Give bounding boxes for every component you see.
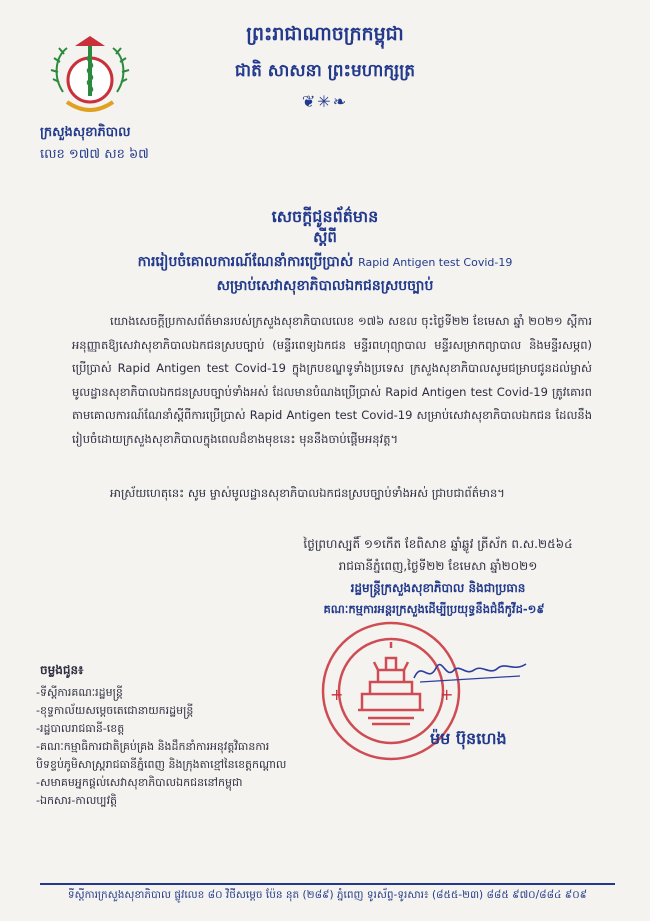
list-item: -ទីស្តីការគណៈរដ្ឋមន្ត្រី bbox=[36, 686, 123, 699]
signatory-title-1: រដ្ឋមន្ត្រីក្រសួងសុខាភិបាល និងជាប្រធាន bbox=[350, 581, 526, 595]
subject-line-1-en: Rapid Antigen test Covid-19 bbox=[358, 256, 513, 269]
list-item: -រដ្ឋបាលរាជធានី-ខេត្ត bbox=[36, 722, 125, 735]
list-item: -ឯកសារ-កាលប្បវត្តិ bbox=[36, 794, 118, 807]
svg-text:+: + bbox=[440, 685, 454, 704]
subject-line-2: សម្រាប់សេវាសុខាភិបាលឯកជនស្របច្បាប់ bbox=[216, 278, 434, 294]
list-item: -សមាគមអ្នកផ្តល់សេវាសុខាភិបាលឯកជននៅកម្ពុជា bbox=[36, 776, 243, 789]
list-item: -ខុទ្ទកាល័យសម្តេចតេជោនាយករដ្ឋមន្ត្រី bbox=[36, 704, 194, 717]
list-item: -គណៈកម្មាធិការជាតិគ្រប់គ្រង និងដឹកនាំការអនុវត្តវិធានការ bbox=[36, 740, 270, 753]
motto-ornament: ❦✳❧ bbox=[301, 92, 349, 111]
national-motto: ជាតិ សាសនា ព្រះមហាក្សត្រ bbox=[234, 61, 416, 81]
kingdom-title: ព្រះរាជាណាចក្រកម្ពុជា bbox=[246, 23, 404, 45]
footer-divider bbox=[40, 883, 615, 885]
document-about: ស្តីពី bbox=[313, 228, 337, 246]
recipients-heading: ចម្លងជូន៖ bbox=[40, 663, 84, 677]
date-solar: រាជធានីភ្នំពេញ,ថ្ងៃទី២២ ខែមេសា ឆ្នាំ២០២១ bbox=[338, 559, 538, 573]
subject-line-1 bbox=[0, 252, 650, 273]
date-lunar: ថ្ងៃព្រហស្បតិ៍ ១១កើត ខែពិសាខ ឆ្នាំឆ្លូវ ត្រីស័ក ព.ស.២៥៦៤ bbox=[303, 537, 573, 551]
reference-number: លេខ ១៧៧ សខ ៦៧ bbox=[40, 147, 149, 162]
recipients-list bbox=[36, 684, 286, 810]
signatory-title-2: គណៈកម្មការអន្តរក្រសួងដើម្បីប្រយុទ្ធនឹងជំងឺកូវីដ-១៩ bbox=[323, 602, 545, 616]
body-paragraph: យោងសេចក្តីប្រកាសព័ត៌មានរបស់ក្រសួងសុខាភិបាលលេខ ១៧៦ សខល ចុះថ្ងៃទី២២ ខែមេសា ឆ្នាំ ២០២១ ស្តីការអនុញ្ញាតឱ្យសេវាសុខាភិបាលឯកជនស្របច្បាប់ (មន្ទីរពេទ្យឯកជន មន្ទីរពហុព្យាបាល មន្ទីរសម្រាកព្យាបាល និងមន្ទីរសម្ភព) ប្រើប្រាស់ Rapid Antigen test Covid-19 ក្នុងក្របខណ្ឌទូទាំងប្រទេស ក្រសួងសុខាភិបាលសូមជម្រាបជូនដល់ម្ចាស់មូលដ្ឋានសុខាភិបាលឯកជនស្របច្បាប់ទាំងអស់ ដែលមានបំណងប្រើប្រាស់ Rapid Antigen test Covid-19 ត្រូវគោរពតាមគោលការណ៍ណែនាំស្តីពីការប្រើប្រាស់ Rapid Antigen test Covid-19 សម្រាប់សេវាសុខាភិបាលឯកជន ដែលនឹងរៀបចំដោយក្រសួងសុខាភិបាលក្នុងពេលដ៏ខាងមុខនេះ មុននឹងចាប់ផ្តើមអនុវត្ត។ bbox=[72, 314, 592, 446]
subject-line-1-kh: ការរៀបចំគោលការណ៍ណែនាំការប្រើប្រាស់ bbox=[137, 254, 354, 270]
signer-name: ម៉ម ប៊ុនហេង bbox=[430, 729, 507, 748]
list-item: បិទខ្ទប់ភូមិសាស្ត្ររាជធានីភ្នំពេញ និងក្រុងតាខ្មៅនៃខេត្តកណ្តាល bbox=[36, 758, 287, 771]
ministry-logo-icon bbox=[45, 32, 135, 122]
closing-paragraph: អាស្រ័យហេតុនេះ សូម ម្ចាស់មូលដ្ឋានសុខាភិបាលឯកជនស្របច្បាប់ទាំងអស់ ជ្រាបជាព័ត៌មាន។ bbox=[110, 486, 505, 500]
svg-text:+: + bbox=[330, 685, 344, 704]
handwritten-signature-icon bbox=[410, 650, 530, 690]
document-title: សេចក្តីជូនព័ត៌មាន bbox=[271, 207, 379, 226]
ministry-name: ក្រសួងសុខាភិបាល bbox=[40, 125, 131, 140]
footer-address: ទីស្តីការក្រសួងសុខាភិបាល ផ្លូវលេខ ៨០ វិថីសម្តេច ប៉ែន នុត (២៨៩) ភ្នំពេញ ទូរស័ព្ទ-ទូរសារ៖ (៨៥៥-២៣) ៨៨៥ ៩៧០/៨៨៤ ៩០៩ bbox=[67, 889, 588, 901]
